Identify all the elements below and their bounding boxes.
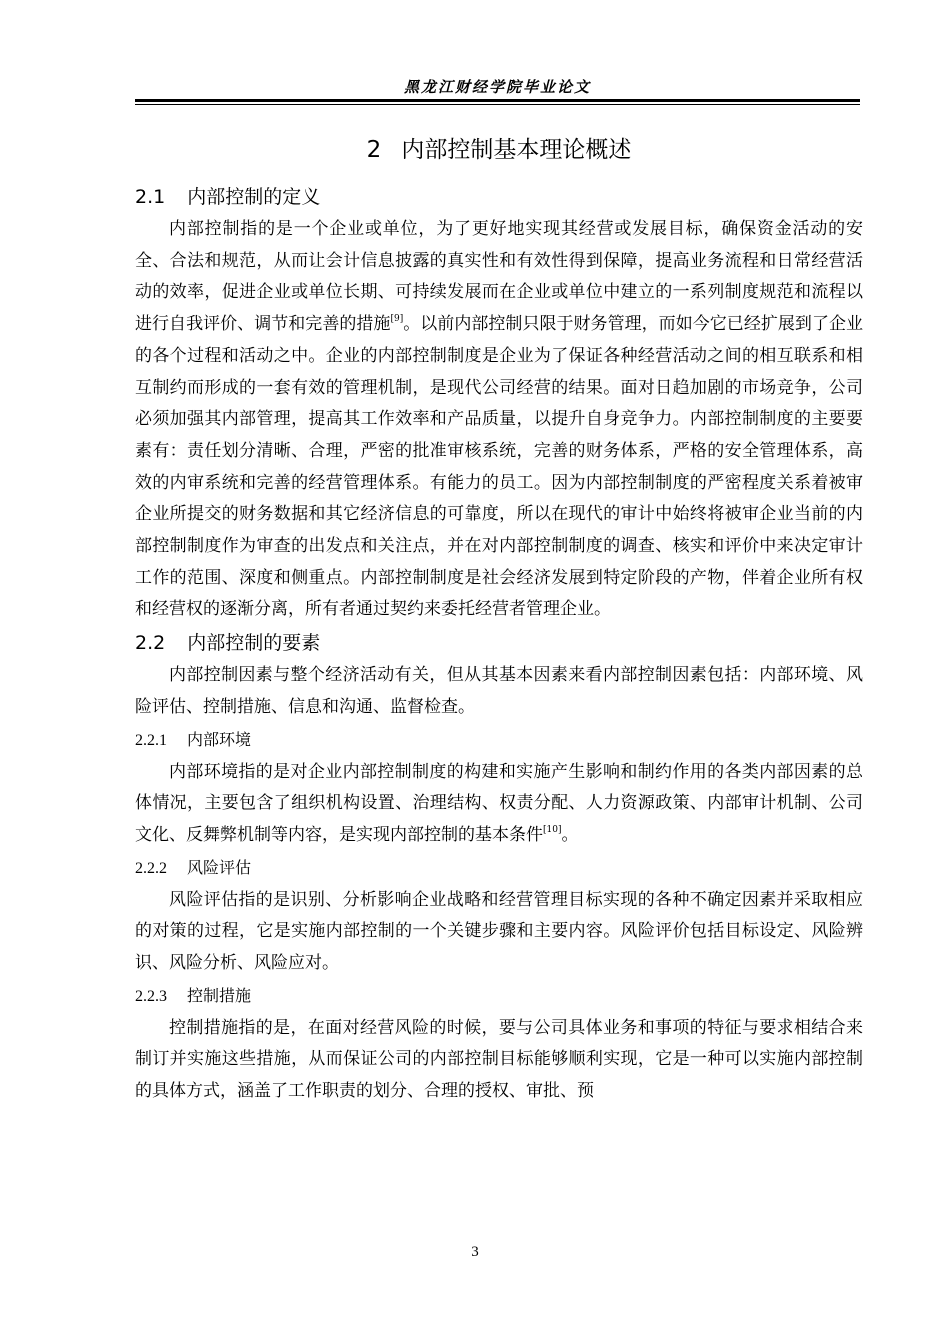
section-title: 内部控制的定义	[187, 186, 321, 208]
section-title: 内部控制的要素	[187, 632, 321, 655]
chapter-number: 2	[366, 137, 382, 163]
section-heading-2-1	[135, 180, 863, 214]
citation-marker: [9]	[390, 314, 404, 325]
section-heading-2-2	[135, 626, 863, 660]
subsection-title: 风险评估	[187, 857, 252, 877]
paragraph-definition	[135, 214, 863, 626]
paragraph-text: 。	[561, 824, 579, 845]
paragraph-internal-environment	[135, 757, 863, 852]
main-content	[135, 130, 863, 1108]
paragraph-control-measures: 控制措施指的是，在面对经营风险的时候，要与公司具体业务和事项的特征与要求相结合来制订并实施这些措施，从而保证公司的内部控制目标能够顺利实现，它是一种可以实施内部控制的具体方式，涵盖了工作职责的划分、合理的授权、审批、预	[135, 1017, 863, 1102]
chapter-title	[135, 130, 863, 170]
subsection-title: 控制措施	[187, 985, 252, 1005]
subsection-heading-2-2-2	[135, 852, 863, 885]
subsection-number: 2.2.3	[135, 987, 167, 1005]
subsection-heading-2-2-3	[135, 980, 863, 1013]
subsection-number: 2.2.1	[135, 731, 167, 749]
paragraph-text: 内部环境指的是对企业内部控制制度的构建和实施产生影响和制约作用的各类内部因素的总体情况，主要包含了组织机构设置、治理结构、权责分配、人力资源政策、内部审计机制、公司文化、反舞弊机制等内容，是实现内部控制的基本条件	[135, 761, 863, 845]
chapter-title-text: 内部控制基本理论概述	[401, 137, 632, 163]
paragraph-risk-assessment: 风险评估指的是识别、分析影响企业战略和经营管理目标实现的各种不确定因素并采取相应的对策的过程，它是实施内部控制的一个关键步骤和主要内容。风险评价包括目标设定、风险辨识、风险分析、风险应对。	[135, 889, 863, 974]
header-rule-thin	[135, 104, 860, 105]
citation-marker: [10]	[543, 824, 562, 835]
running-header: 黑龙江财经学院毕业论文	[403, 78, 591, 96]
section-number: 2.1	[135, 186, 166, 208]
paragraph-text: 。以前内部控制只限于财务管理，而如今它已经扩展到了企业的各个过程和活动之中。企业的内部控制制度是企业为了保证各种经营活动之间的相互联系和相互制约而形成的一套有效的管理机制，是现代公司经营的结果。面对日趋加剧的市场竞争，公司必须加强其内部管理，提高其工作效率和产品质量，以提升自身竞争力。内部控制制度的主要要素有：责任划分清晰、合理，严密的批准审核系统，完善的财务体系，严格的安全管理体系，高效的内审系统和完善的经营管理体系。有能力的员工。因为内部控制制度的严密程度关系着被审企业所提交的财务数据和其它经济信息的可靠度，所以在现代的审计中始终将被审企业当前的内部控制制度作为审查的出发点和关注点，并在对内部控制制度的调查、核实和评价中来决定审计工作的范围、深度和侧重点。内部控制制度是社会经济发展到特定阶段的产物，伴着企业所有权和经营权的逐渐分离，所有者通过契约来委托经营者管理企业。	[135, 314, 864, 620]
header-rule-thick	[135, 99, 860, 102]
paragraph-elements: 内部控制因素与整个经济活动有关，但从其基本因素来看内部控制因素包括：内部环境、风险评估、控制措施、信息和沟通、监督检查。	[135, 665, 863, 717]
subsection-title: 内部环境	[187, 729, 252, 749]
subsection-number: 2.2.2	[135, 859, 167, 877]
paragraph-text: 内部控制指的是一个企业或单位，为了更好地实现其经营或发展目标，确保资金活动的安全、合法和规范，从而让会计信息披露的真实性和有效性得到保障，提高业务流程和日常经营活动的效率，促进企业或单位长期、可持续发展而在企业或单位中建立的一系列制度规范和流程以进行自我评价、调节和完善的措施	[135, 219, 863, 335]
page-number: 3	[471, 1244, 479, 1260]
section-number: 2.2	[135, 632, 166, 655]
subsection-heading-2-2-1	[135, 724, 863, 757]
